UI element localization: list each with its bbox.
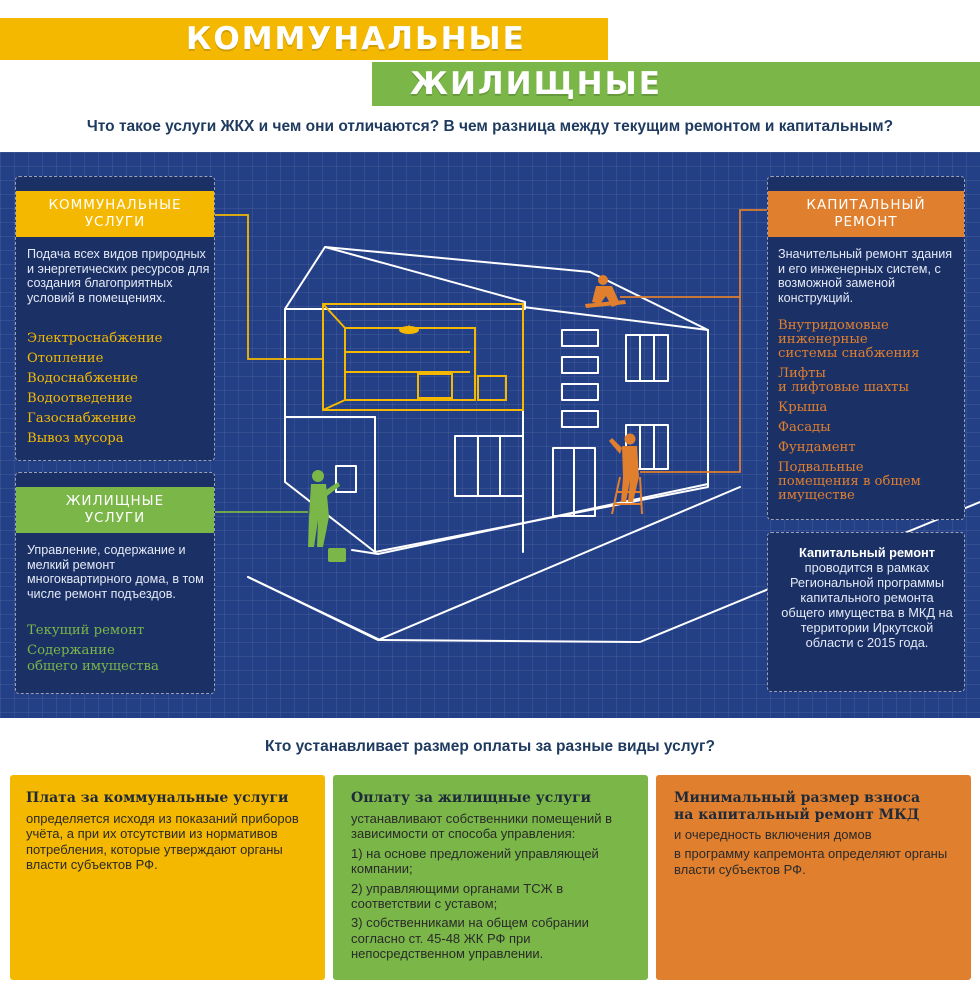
wall-left-lower (285, 417, 375, 552)
card-capital-title (674, 790, 964, 824)
panel-capital-heading (768, 191, 964, 237)
payment-question: Кто устанавливает размер оплаты за разные виды услуг? (265, 738, 715, 755)
card-housing-item: 2) управляющими органами ТСЖ в соответствии с уставом; (351, 880, 564, 912)
window-small-3 (562, 384, 598, 400)
communal-description: Подача всех видов природных и энергетических ресурсов для создания благоприятных условий в помещениях. (27, 247, 210, 305)
housing-heading-line2: УСЛУГИ (84, 510, 146, 526)
panel-communal-services (15, 176, 215, 461)
housing-description: Управление, содержание и мелкий ремонт многоквартирного дома, в том числе ремонт подъездов. (27, 543, 204, 601)
list-item: Подвальные (778, 460, 864, 475)
card-housing-title: Оплату за жилищные услуги (351, 790, 592, 806)
list-item: Лифты (778, 366, 826, 381)
window-lower-left (455, 436, 523, 496)
window-small-1 (562, 330, 598, 346)
card-capital-text (674, 827, 964, 881)
capital-heading-line2: РЕМОНТ (834, 214, 898, 230)
title-housing: ЖИЛИЩНЫЕ (410, 66, 662, 102)
communal-heading-line1: КОММУНАЛЬНЫЕ (48, 197, 182, 213)
capital-list (778, 319, 921, 503)
housing-heading-line1: ЖИЛИЩНЫЕ (65, 493, 165, 509)
capital-program-text (778, 545, 956, 650)
roof-gable (285, 247, 525, 309)
list-item: общего имущества (27, 659, 159, 674)
list-item: Газоснабжение (27, 411, 137, 426)
card-capital-text-line2: в программу капремонта определяют органы власти субъектов РФ. (674, 846, 948, 877)
list-item: помещения в общем (778, 474, 921, 489)
panel-housing-services (15, 472, 215, 694)
capital-heading-line1: КАПИТАЛЬНЫЙ (806, 197, 926, 213)
list-item: Внутридомовые (778, 318, 889, 333)
list-item: системы снабжения (778, 346, 920, 361)
capital-description: Значительный ремонт здания и его инженерных систем, с возможной заменой конструкций. (778, 247, 953, 305)
card-housing-payment (333, 775, 648, 980)
card-housing-item: 1) на основе предложений управляющей компании; (351, 845, 599, 877)
list-item: Фасады (778, 420, 831, 435)
window-upper-right (626, 335, 668, 381)
panel-housing-heading (16, 487, 214, 533)
housing-list (27, 623, 159, 675)
list-item: Водоснабжение (27, 371, 138, 386)
capital-program-lead: Капитальный ремонт (798, 545, 936, 560)
list-item: инженерные (778, 332, 868, 347)
list-item: Крыша (778, 400, 828, 415)
panel-communal-heading (16, 191, 214, 237)
electric-box (336, 466, 356, 492)
list-item: Фундамент (778, 440, 856, 455)
list-item: и лифтовые шахты (778, 380, 909, 395)
main-question: Что такое услуги ЖКХ и чем они отличаются? В чем разница между текущим ремонтом и капитальным? (86, 118, 894, 135)
title-band-communal (0, 18, 608, 60)
worker-green-icon (308, 470, 346, 562)
list-item: Содержание (27, 643, 115, 658)
card-communal-title: Плата за коммунальные услуги (26, 790, 289, 806)
list-item: имуществе (778, 488, 855, 503)
blueprint-area (0, 152, 980, 718)
card-communal-text: определяется исходя из показаний приборов учёта, а при их отсутствии из нормативов потребления, которые утверждают органы власти субъектов РФ. (26, 811, 299, 873)
card-capital-title-line2: на капитальный ремонт МКД (674, 807, 920, 823)
wall-front (375, 330, 708, 552)
apartment-cutaway (323, 304, 523, 410)
communal-list (27, 329, 163, 449)
list-item: Вывоз мусора (27, 431, 124, 446)
lamp-icon (399, 326, 419, 334)
window-small-2 (562, 357, 598, 373)
roof-side (325, 247, 708, 330)
window-small-4 (562, 411, 598, 427)
connector-capital (640, 210, 768, 472)
list-item: Водоотведение (27, 391, 133, 406)
card-housing-intro: устанавливают собственники помещений в зависимости от способа управления: (351, 811, 613, 842)
capital-program-body: проводится в рамках Региональной программы капитального ремонта общего имущества в МКД на территории Иркутской области с 2015 года. (781, 560, 953, 650)
card-communal-payment (10, 775, 325, 980)
title-communal: КОММУНАЛЬНЫЕ (186, 21, 526, 57)
list-item: Текущий ремонт (27, 623, 145, 638)
communal-heading-line2: УСЛУГИ (84, 214, 146, 230)
card-housing-text (351, 811, 641, 966)
card-capital-title-line1: Минимальный размер взноса (674, 790, 921, 806)
card-capital-text-line1: и очередность включения домов (674, 827, 872, 842)
card-capital-payment (656, 775, 971, 980)
list-item: Отопление (27, 351, 104, 366)
worker-roof-icon (585, 275, 626, 308)
card-housing-item: 3) собственниками на общем собрании согласно ст. 45-48 ЖК РФ при непосредственном управлении. (351, 915, 589, 962)
panel-capital-repair (767, 176, 965, 520)
title-band-housing (372, 62, 980, 106)
ground-line-left (248, 577, 380, 640)
ground-line-back (352, 484, 708, 554)
connector-communal (215, 215, 323, 359)
radiator (478, 376, 506, 400)
list-item: Электроснабжение (27, 331, 163, 346)
panel-capital-program (767, 532, 965, 692)
